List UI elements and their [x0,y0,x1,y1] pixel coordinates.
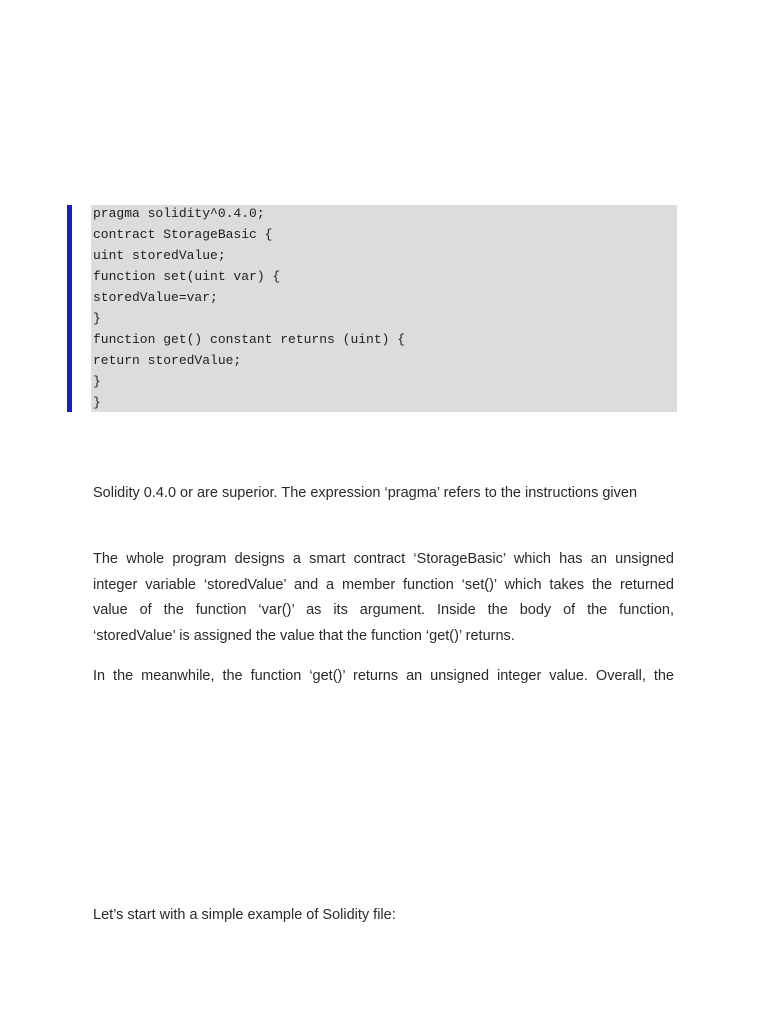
code-line: uint storedValue; [93,248,226,263]
paragraph-line: The whole program designs a smart contract ‘StorageBasic’ which has an unsigned [93,551,674,567]
code-line: return storedValue; [93,353,242,368]
paragraph-program-description [93,547,674,649]
paragraph-get-function [93,664,674,690]
paragraph-line: ‘storedValue’ is assigned the value that the function ‘get()’ returns. [93,627,515,644]
paragraph-line: integer variable ‘storedValue’ and a member function ‘set()’ which takes the returned [93,576,674,593]
code-line: function get() constant returns (uint) { [93,332,406,347]
paragraph-line: value of the function ‘var()’ as its argument. Inside the body of the function, [93,602,674,618]
code-accent-bar [67,205,72,412]
code-block [91,205,677,412]
code-line: contract StorageBasic { [93,227,273,242]
code-line: storedValue=var; [93,290,218,305]
code-line: } [93,311,101,326]
paragraph-line: In the meanwhile, the function ‘get()’ returns an unsigned integer value. Overall, the [93,668,674,684]
paragraph-example-intro: Let’s start with a simple example of Solidity file: [93,907,396,923]
paragraph-pragma: Solidity 0.4.0 or are superior. The expression ‘pragma’ refers to the instructions given [93,485,638,501]
code-line: } [93,374,101,389]
code-line: pragma solidity^0.4.0; [93,206,265,221]
code-line: } [93,395,101,410]
code-line: function set(uint var) { [93,269,281,284]
